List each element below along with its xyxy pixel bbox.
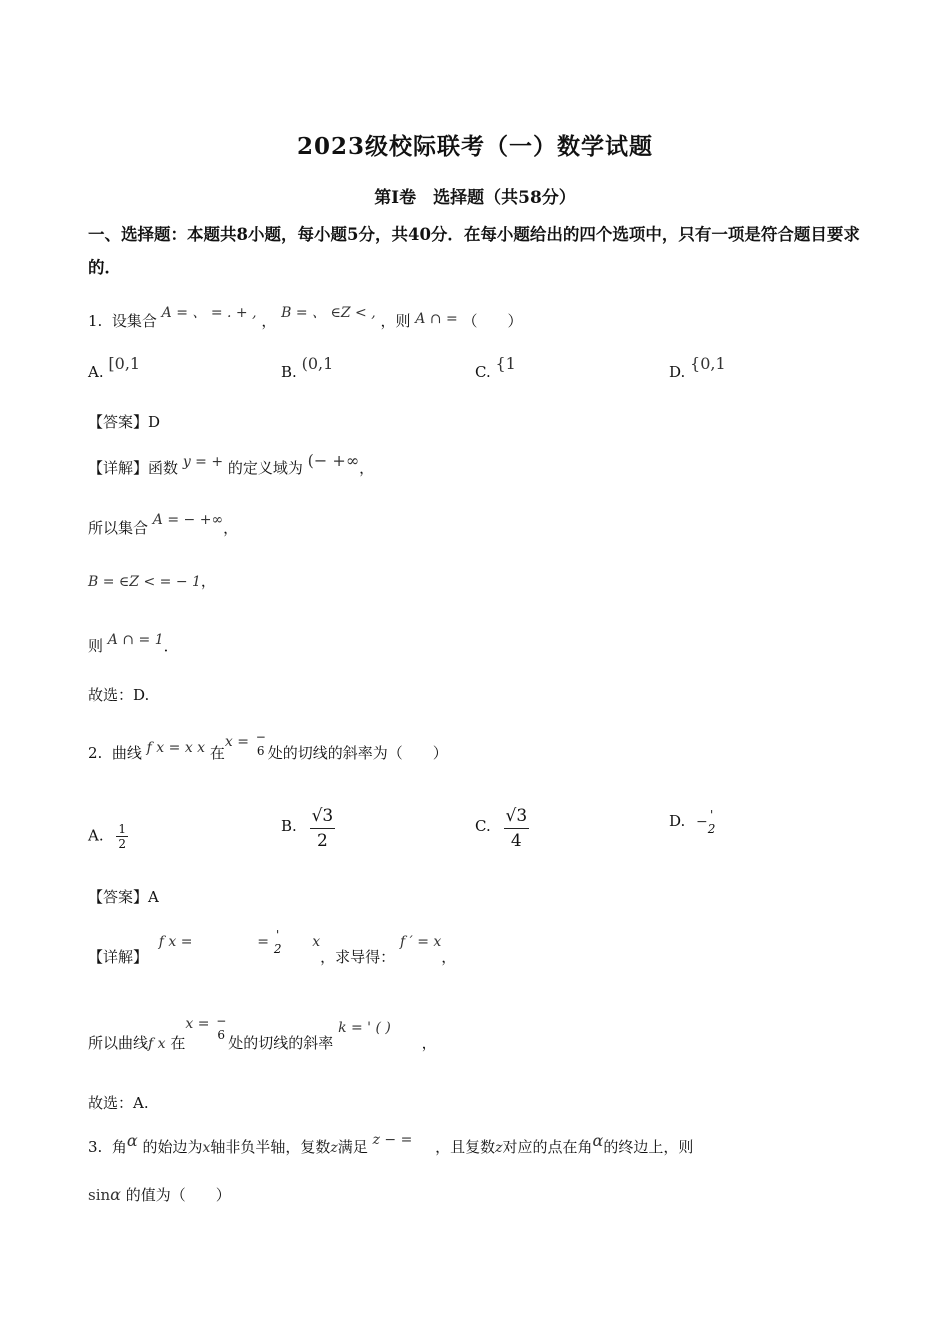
stem-text: 曲线: [111, 744, 142, 762]
answer-paren: （ ）: [462, 312, 523, 330]
option-d[interactable]: [669, 808, 715, 836]
option-value: {0,1: [690, 354, 726, 373]
fraction-numerator: −: [255, 730, 266, 744]
fraction-denominator: 2: [118, 837, 127, 851]
derivative-expression: f ′ = x: [399, 934, 442, 950]
set-b-expression: B = 、 ∈Z < ,: [281, 305, 376, 321]
option-fraction: [504, 804, 530, 853]
half-fraction: [274, 928, 282, 956]
option-label: A.: [88, 826, 104, 845]
detail-text: ，: [200, 572, 216, 590]
question-number: 3.: [88, 1138, 103, 1156]
detail-line: [88, 512, 239, 538]
question-2-stem: [88, 728, 448, 768]
answer-line: 【答案】A: [88, 888, 159, 906]
complex-equation: z − =: [372, 1132, 413, 1148]
option-b[interactable]: [281, 354, 334, 381]
choice-line: 故选：A.: [88, 1094, 149, 1112]
point-fraction: [214, 1014, 228, 1042]
detail-text: 所以集合: [88, 519, 149, 537]
fraction-numerator: √3: [310, 804, 336, 829]
intersection-expression: A ∩ =: [415, 311, 458, 327]
set-b-result: B = ∈Z < = − 1: [88, 574, 201, 590]
stem-text: 满足: [337, 1138, 368, 1156]
question-number: 2.: [88, 744, 103, 762]
x-equals: x =: [185, 1016, 210, 1032]
alpha-symbol: α: [110, 1185, 121, 1204]
option-label: C.: [475, 363, 491, 381]
set-a-expression: A = 、 = . + ,: [161, 305, 257, 321]
stem-text: 的始边为: [142, 1138, 203, 1156]
sin-function: sin: [88, 1186, 111, 1204]
option-value: [0,1: [108, 354, 141, 373]
stem-text: 对应的点在角: [502, 1138, 593, 1156]
option-value: (0,1: [301, 354, 334, 373]
domain-expression: (− +∞: [307, 451, 360, 470]
stem-text: 轴非负半轴，复数: [210, 1138, 331, 1156]
detail-text: ，: [441, 948, 457, 966]
fraction-denominator: 2: [316, 831, 328, 851]
option-value: {1: [495, 354, 516, 373]
question-3-stem-cont: [88, 1184, 231, 1205]
stem-text: 在: [209, 744, 225, 762]
stem-text: 设集合: [111, 312, 157, 330]
fraction-numerator: √3: [504, 804, 530, 829]
section-subtitle: 第Ⅰ卷 选择题（共58分）: [374, 188, 576, 208]
detail-line: [88, 570, 216, 591]
page-title: 2023级校际联考（一）数学试题: [296, 133, 653, 160]
stem-text: ，且复数: [435, 1138, 496, 1156]
detail-text: ，: [421, 1034, 437, 1052]
option-label: D.: [669, 812, 686, 830]
option-label: C.: [475, 816, 491, 835]
option-c[interactable]: [475, 804, 529, 853]
function-expression: f x = x x: [146, 740, 206, 756]
answer-line: 【答案】D: [88, 413, 161, 431]
question-number: 1.: [88, 312, 103, 330]
section-heading: 一、选择题：本题共8小题，每小题5分，共40分．在每小题给出的四个选项中，只有一项是符合题目要求的．: [88, 225, 860, 277]
stem-text: 的值为（ ）: [125, 1186, 231, 1204]
detail-text: ，: [359, 459, 375, 477]
minus-sign: −: [696, 814, 708, 830]
alpha-symbol: α: [126, 1131, 138, 1150]
option-label: B.: [281, 816, 297, 835]
option-label: B.: [281, 363, 297, 381]
point-fraction: [254, 730, 268, 758]
option-a[interactable]: [88, 354, 141, 381]
x-equals: x =: [224, 734, 249, 750]
fraction-numerator: ': [275, 928, 280, 942]
option-d[interactable]: [669, 354, 726, 381]
option-fraction: [116, 822, 128, 851]
equals-sign: =: [257, 934, 270, 950]
function-expression: y = +: [182, 454, 224, 470]
fraction-denominator: 2: [707, 822, 716, 836]
stem-text: ，: [261, 312, 277, 330]
detail-line: [88, 1008, 437, 1058]
fraction-denominator: 2: [273, 942, 282, 956]
option-label: D.: [669, 363, 686, 381]
detail-text: 则: [88, 637, 104, 655]
fraction-numerator: 1: [118, 822, 127, 836]
option-c[interactable]: [475, 354, 516, 381]
stem-text: 角: [111, 1138, 127, 1156]
fraction-denominator: 6: [256, 744, 265, 758]
detail-line: [88, 632, 179, 656]
stem-text: 的终边上，则: [603, 1138, 694, 1156]
detail-text: ．: [163, 637, 179, 655]
fraction-numerator: ': [709, 808, 714, 822]
fraction-denominator: 4: [510, 831, 522, 851]
x-variable: x: [312, 934, 321, 950]
stem-text: 处的切线的斜率为（ ）: [267, 744, 448, 762]
alpha-symbol: α: [592, 1131, 604, 1150]
detail-text: 所以曲线: [88, 1034, 149, 1052]
question-1-stem: [88, 305, 523, 331]
slope-expression: k = ' ( ): [338, 1020, 391, 1036]
detail-label: 【详解】: [88, 459, 149, 477]
intersection-result: A ∩ = 1: [107, 632, 164, 648]
option-label: A.: [88, 363, 104, 381]
detail-text: 函数: [148, 459, 179, 477]
function-expression: f x: [148, 1036, 166, 1052]
detail-text: ，: [223, 519, 239, 537]
fraction-denominator: 6: [217, 1028, 226, 1042]
option-fraction: [310, 804, 336, 853]
detail-text: 处的切线的斜率: [228, 1034, 334, 1052]
option-a[interactable]: [88, 822, 128, 851]
option-b[interactable]: [281, 804, 335, 853]
detail-line: [88, 928, 456, 968]
x-variable: x: [202, 1140, 211, 1156]
function-expression: f x =: [158, 934, 193, 950]
question-3-stem: [88, 1131, 694, 1157]
z-variable: z: [495, 1140, 503, 1156]
detail-text: 在: [170, 1034, 186, 1052]
stem-text: ，则: [380, 312, 411, 330]
detail-text: ，求导得：: [320, 948, 396, 966]
option-fraction: [708, 808, 716, 836]
choice-line: 故选：D.: [88, 686, 150, 704]
detail-label: 【详解】: [88, 948, 149, 966]
fraction-numerator: −: [216, 1014, 227, 1028]
set-a-result: A = − +∞: [152, 512, 224, 528]
detail-text: 的定义域为: [227, 459, 303, 477]
z-variable: z: [330, 1140, 338, 1156]
detail-line: [88, 451, 375, 478]
